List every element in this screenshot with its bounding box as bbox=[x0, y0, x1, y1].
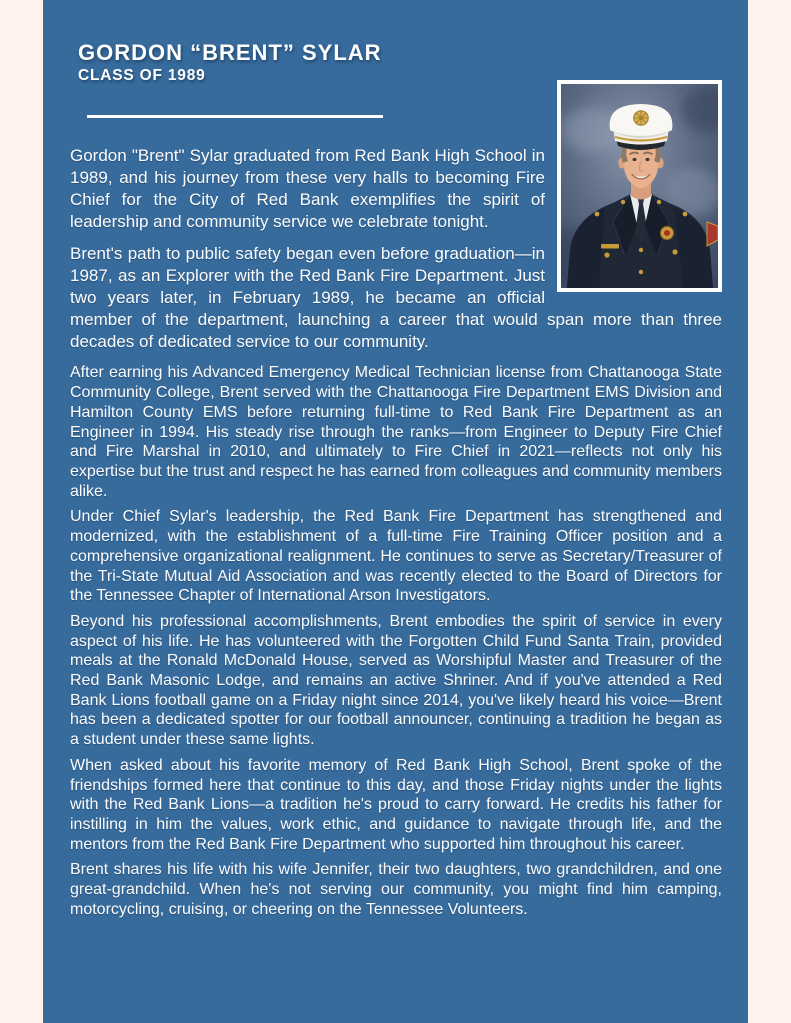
title-divider bbox=[87, 115, 383, 118]
bio-content bbox=[43, 0, 748, 919]
portrait-photo-frame bbox=[557, 80, 722, 292]
class-year-subtitle: CLASS OF 1989 bbox=[78, 67, 206, 85]
bio-paragraph-3: After earning his Advanced Emergency Medical Technician license from Chattanooga State Community College, Brent served with the Chattanooga Fire Department EMS Division and Hamilton County EMS before returning full-time to Red Bank Fire Department as an Engineer in 1994. His steady rise through the ranks—from Engineer to Deputy Fire Chief and Fire Marshal in 2010, and ultimately to Fire Chief in 2021—reflects not only his expertise but the trust and respect he has earned from colleagues and community members alike. bbox=[70, 364, 722, 500]
content-panel bbox=[43, 0, 748, 1023]
page-title: GORDON “BRENT” SYLAR bbox=[78, 40, 382, 65]
fire-chief-portrait-photo bbox=[561, 84, 718, 288]
bio-paragraph-2: Brent's path to public safety began even before graduation—in 1987, as an Explorer with the Red Bank Fire Department. Just two years later, in February 1989, he became an official member of the department, launching a career that would span more than three decades of dedicated service to our community. bbox=[70, 244, 722, 351]
bio-paragraph-7: Brent shares his life with his wife Jennifer, their two daughters, two grandchildren, and one great-grandchild. When he's not serving our community, you might find him camping, motorcycling, cruising, or cheering on the Tennessee Volunteers. bbox=[70, 861, 722, 918]
bio-paragraph-1: Gordon "Brent" Sylar graduated from Red Bank High School in 1989, and his journey from these very halls to becoming Fire Chief for the City of Red Bank exemplifies the spirit of leadership and community service we celebrate tonight. bbox=[70, 146, 545, 231]
bio-paragraph-6: When asked about his favorite memory of Red Bank High School, Brent spoke of the friendships formed here that continue to this day, and those Friday nights under the lights with the Red Bank Lions—a tradition he's proud to carry forward. He credits his father for instilling in him the values, work ethic, and guidance to navigate through life, and the mentors from the Red Bank Fire Department who supported him throughout his career. bbox=[70, 756, 722, 853]
chiefs-cap bbox=[610, 104, 673, 150]
bio-paragraph-4: Under Chief Sylar's leadership, the Red Bank Fire Department has strengthened and modernized, with the establishment of a full-time Fire Training Officer position and a comprehensive organizational realignment. He continues to serve as Secretary/Treasurer of the Tri-State Mutual Aid Association and was recently elected to the Board of Directors for the Tennessee Chapter of International Arson Investigators. bbox=[70, 508, 722, 605]
bio-paragraph-5: Beyond his professional accomplishments, Brent embodies the spirit of service in every aspect of his life. He has volunteered with the Forgotten Child Fund Santa Train, provided meals at the Ronald McDonald House, served as Worshipful Master and Treasurer of the Red Bank Masonic Lodge, and remains an active Shriner. And if you've attended a Red Bank Lions football game on a Friday night since 2014, you've likely heard his voice—Brent has been a dedicated spotter for our football announcer, continuing a tradition he began as a student under these same lights. bbox=[70, 612, 722, 749]
